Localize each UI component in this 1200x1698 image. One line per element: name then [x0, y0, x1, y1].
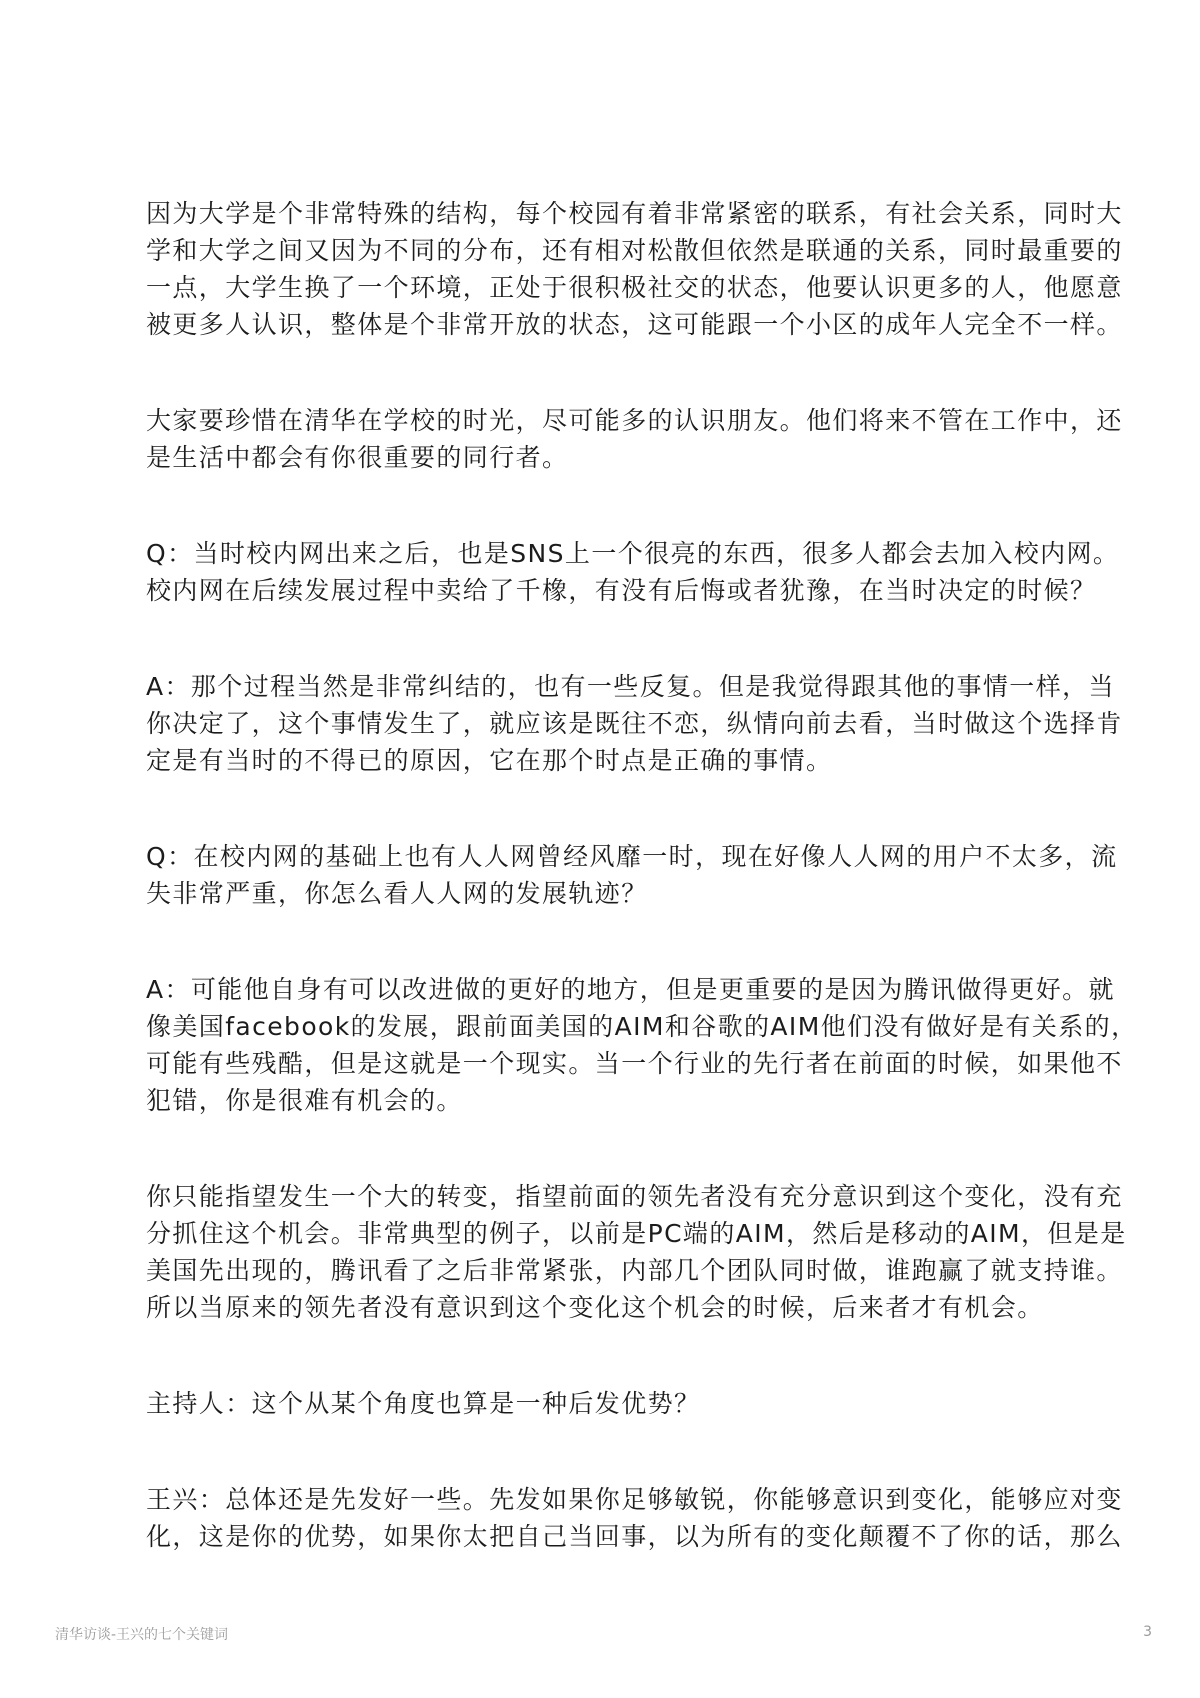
- text-line: 因为大学是个非常特殊的结构，每个校园有着非常紧密的联系，有社会关系，同时大: [146, 199, 1123, 228]
- text-line: 可能有些残酷，但是这就是一个现实。当一个行业的先行者在前面的时候，如果他不: [146, 1049, 1123, 1078]
- page-number: 3: [1143, 1624, 1152, 1640]
- text-line: A：那个过程当然是非常纠结的，也有一些反复。但是我觉得跟其他的事情一样，当: [146, 672, 1115, 701]
- text-line: 定是有当时的不得已的原因，它在那个时点是正确的事情。: [146, 746, 833, 775]
- paragraph: [146, 1178, 1127, 1326]
- text-line: 你只能指望发生一个大的转变，指望前面的领先者没有充分意识到这个变化，没有充: [146, 1182, 1123, 1211]
- text-line: Q：当时校内网出来之后，也是SNS上一个很亮的东西，很多人都会去加入校内网。: [146, 539, 1120, 568]
- paragraph: [146, 195, 1123, 343]
- text-line: 化，这是你的优势，如果你太把自己当回事，以为所有的变化颠覆不了你的话，那么: [146, 1522, 1123, 1551]
- text-line: Q：在校内网的基础上也有人人网曾经风靡一时，现在好像人人网的用户不太多，流: [146, 842, 1118, 871]
- text-line: 失非常严重，你怎么看人人网的发展轨迹？: [146, 879, 648, 908]
- paragraph: [146, 1481, 1123, 1555]
- text-line: 犯错，你是很难有机会的。: [146, 1086, 463, 1115]
- text-line: 王兴：总体还是先发好一些。先发如果你足够敏锐，你能够意识到变化，能够应对变: [146, 1485, 1123, 1514]
- text-line: 美国先出现的，腾讯看了之后非常紧张，内部几个团队同时做，谁跑赢了就支持谁。: [146, 1256, 1123, 1285]
- text-line: 大家要珍惜在清华在学校的时光，尽可能多的认识朋友。他们将来不管在工作中，还: [146, 406, 1123, 435]
- text-line: 所以当原来的领先者没有意识到这个变化这个机会的时候，后来者才有机会。: [146, 1293, 1044, 1322]
- text-line: 像美国facebook的发展，跟前面美国的AIM和谷歌的AIM他们没有做好是有关系的，: [146, 1012, 1138, 1041]
- paragraph: [146, 838, 1118, 912]
- paragraph: [146, 971, 1138, 1119]
- text-line: 是生活中都会有你很重要的同行者。: [146, 443, 569, 472]
- text-line: 分抓住这个机会。非常典型的例子，以前是PC端的AIM，然后是移动的AIM，但是是: [146, 1219, 1127, 1248]
- text-line: A：可能他自身有可以改进做的更好的地方，但是更重要的是因为腾讯做得更好。就: [146, 975, 1115, 1004]
- footer-title: 清华访谈-王兴的七个关键词: [55, 1627, 229, 1643]
- text-line: 被更多人认识，整体是个非常开放的状态，这可能跟一个小区的成年人完全不一样。: [146, 310, 1123, 339]
- text-line: 一点，大学生换了一个环境，正处于很积极社交的状态，他要认识更多的人，他愿意: [146, 273, 1123, 302]
- text-line: 你决定了，这个事情发生了，就应该是既往不恋，纵情向前去看，当时做这个选择肯: [146, 709, 1123, 738]
- document-body: [146, 195, 1138, 1614]
- paragraph: [146, 668, 1123, 779]
- text-line: 校内网在后续发展过程中卖给了千橡，有没有后悔或者犹豫，在当时决定的时候？: [146, 576, 1097, 605]
- paragraph: [146, 402, 1123, 476]
- paragraph: [146, 535, 1120, 609]
- text-line: 主持人：这个从某个角度也算是一种后发优势？: [146, 1389, 701, 1418]
- paragraph: [146, 1385, 1066, 1422]
- text-line: 学和大学之间又因为不同的分布，还有相对松散但依然是联通的关系，同时最重要的: [146, 236, 1123, 265]
